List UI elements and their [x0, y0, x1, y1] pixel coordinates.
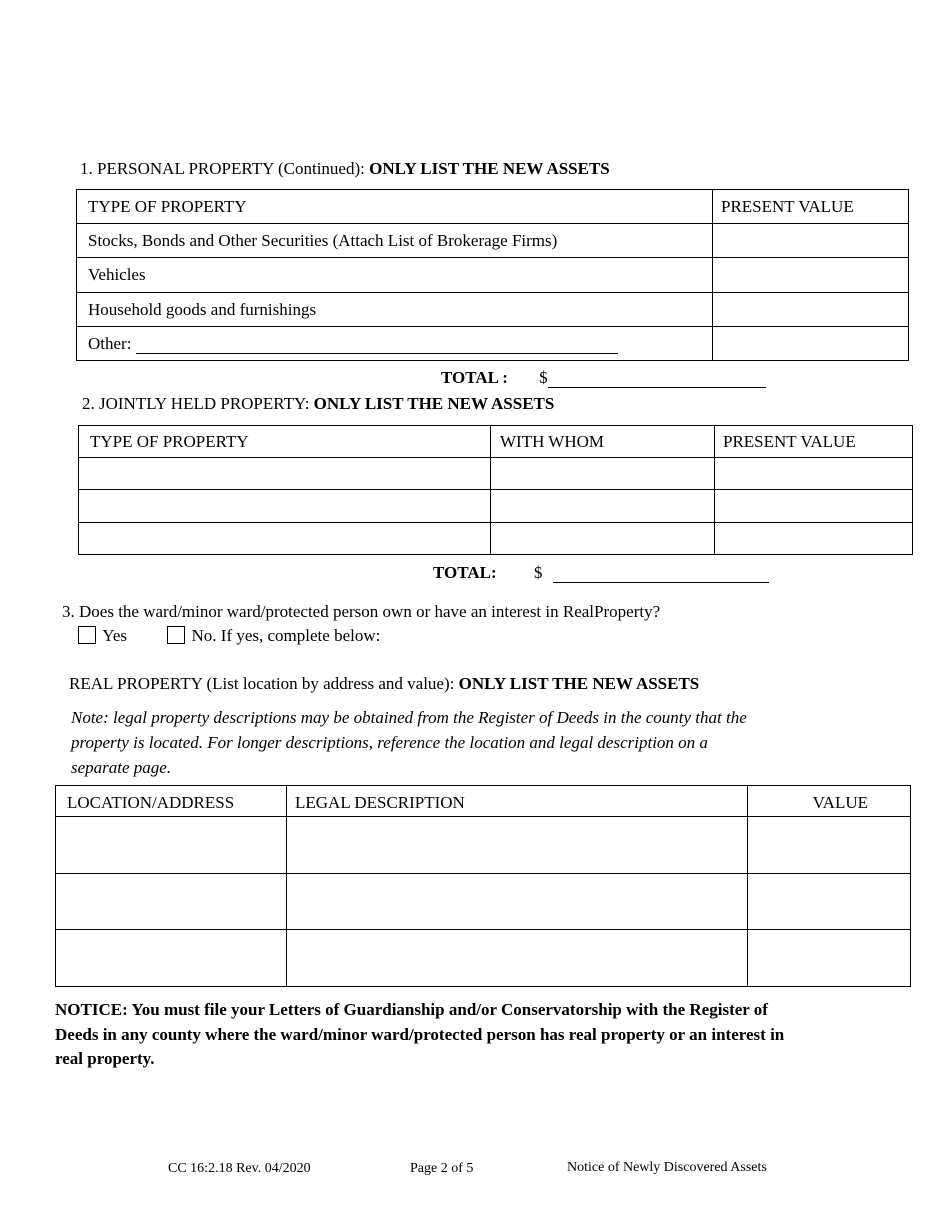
table-row — [79, 523, 913, 555]
table-row — [56, 874, 911, 930]
row-other-label: Other: — [88, 333, 132, 353]
real-property-heading-text: REAL PROPERTY (List location by address and value): — [69, 674, 459, 693]
col-value: VALUE — [748, 786, 911, 817]
row-vehicles-label: Vehicles — [77, 258, 713, 293]
section1-heading-bold: ONLY LIST THE NEW ASSETS — [369, 159, 610, 178]
row-household-label: Household goods and furnishings — [77, 293, 713, 327]
section1-heading-text: 1. PERSONAL PROPERTY (Continued): — [80, 159, 370, 178]
note-line: separate page. — [71, 758, 172, 777]
table-row — [77, 224, 909, 258]
legal-description-field[interactable] — [287, 874, 748, 930]
col-legal-description: LEGAL DESCRIPTION — [287, 786, 748, 817]
table-row — [77, 327, 909, 361]
section1-total-field[interactable] — [548, 369, 766, 388]
real-property-heading-bold: ONLY LIST THE NEW ASSETS — [458, 674, 700, 693]
col-type-of-property: TYPE OF PROPERTY — [79, 426, 491, 458]
col-with-whom: WITH WHOM — [491, 426, 715, 458]
section1-heading — [80, 159, 610, 179]
yes-label: Yes — [102, 626, 127, 645]
real-property-question: 3. Does the ward/minor ward/protected person own or have an interest in RealProperty? — [62, 602, 661, 621]
legal-description-field[interactable] — [287, 930, 748, 987]
col-location-address: LOCATION/ADDRESS — [56, 786, 287, 817]
vehicles-value-field[interactable] — [713, 258, 909, 293]
table-row — [79, 490, 913, 523]
table-header-row — [56, 786, 911, 817]
jointly-held-table — [78, 425, 913, 555]
section2-heading-text: 2. JOINTLY HELD PROPERTY: — [82, 394, 314, 413]
legal-description-field[interactable] — [287, 817, 748, 874]
joint-value-field[interactable] — [715, 490, 913, 523]
col-type-of-property: TYPE OF PROPERTY — [77, 190, 713, 224]
section2-total-label: TOTAL: — [433, 563, 497, 582]
col-present-value: PRESENT VALUE — [715, 426, 913, 458]
other-value-field[interactable] — [713, 327, 909, 361]
section2-total — [433, 563, 769, 583]
joint-value-field[interactable] — [715, 458, 913, 490]
row-stocks-label: Stocks, Bonds and Other Securities (Attach List of Brokerage Firms) — [77, 224, 713, 258]
notice-line: real property. — [55, 1049, 155, 1068]
notice-line: NOTICE: You must file your Letters of Guardianship and/or Conservatorship with the Register of — [55, 1000, 768, 1019]
section2-heading-bold: ONLY LIST THE NEW ASSETS — [313, 394, 555, 413]
section1-total — [441, 368, 766, 388]
value-field[interactable] — [748, 817, 911, 874]
notice — [55, 998, 784, 1072]
joint-type-field[interactable] — [79, 458, 491, 490]
section2-currency: $ — [533, 563, 543, 582]
footer-page-number: Page 2 of 5 — [410, 1161, 474, 1176]
joint-value-field[interactable] — [715, 523, 913, 555]
yes-checkbox[interactable] — [78, 626, 96, 644]
joint-type-field[interactable] — [79, 523, 491, 555]
row-other — [77, 327, 713, 361]
footer-form-title: Notice of Newly Discovered Assets — [567, 1160, 767, 1175]
value-field[interactable] — [748, 874, 911, 930]
table-row — [77, 293, 909, 327]
stocks-value-field[interactable] — [713, 224, 909, 258]
personal-property-table — [76, 189, 909, 361]
value-field[interactable] — [748, 930, 911, 987]
notice-line: Deeds in any county where the ward/minor ward/protected person has real property or an interest in — [55, 1024, 785, 1044]
table-row — [77, 258, 909, 293]
col-present-value: PRESENT VALUE — [713, 190, 909, 224]
no-checkbox[interactable] — [167, 626, 185, 644]
other-description-field[interactable] — [136, 339, 618, 354]
location-field[interactable] — [56, 930, 287, 987]
note-line: Note: legal property descriptions may be obtained from the Register of Deeds in the county that the — [71, 708, 747, 727]
joint-type-field[interactable] — [79, 490, 491, 523]
real-property-table — [55, 785, 911, 987]
location-field[interactable] — [56, 817, 287, 874]
no-label: No. If yes, complete below: — [191, 626, 381, 645]
section2-heading — [82, 394, 554, 414]
household-value-field[interactable] — [713, 293, 909, 327]
section1-currency: $ — [539, 368, 548, 387]
real-property-note — [71, 705, 747, 780]
section1-total-label: TOTAL : — [441, 368, 508, 387]
real-property-options — [78, 626, 380, 646]
table-row — [56, 817, 911, 874]
table-header-row — [77, 190, 909, 224]
joint-whom-field[interactable] — [491, 490, 715, 523]
section2-total-field[interactable] — [553, 564, 769, 583]
footer-form-number: CC 16:2.18 Rev. 04/2020 — [168, 1161, 311, 1176]
table-row — [79, 458, 913, 490]
joint-whom-field[interactable] — [491, 458, 715, 490]
table-header-row — [79, 426, 913, 458]
table-row — [56, 930, 911, 987]
joint-whom-field[interactable] — [491, 523, 715, 555]
note-line: property is located. For longer descriptions, reference the location and legal description on a — [71, 733, 708, 752]
real-property-heading — [69, 674, 699, 694]
location-field[interactable] — [56, 874, 287, 930]
